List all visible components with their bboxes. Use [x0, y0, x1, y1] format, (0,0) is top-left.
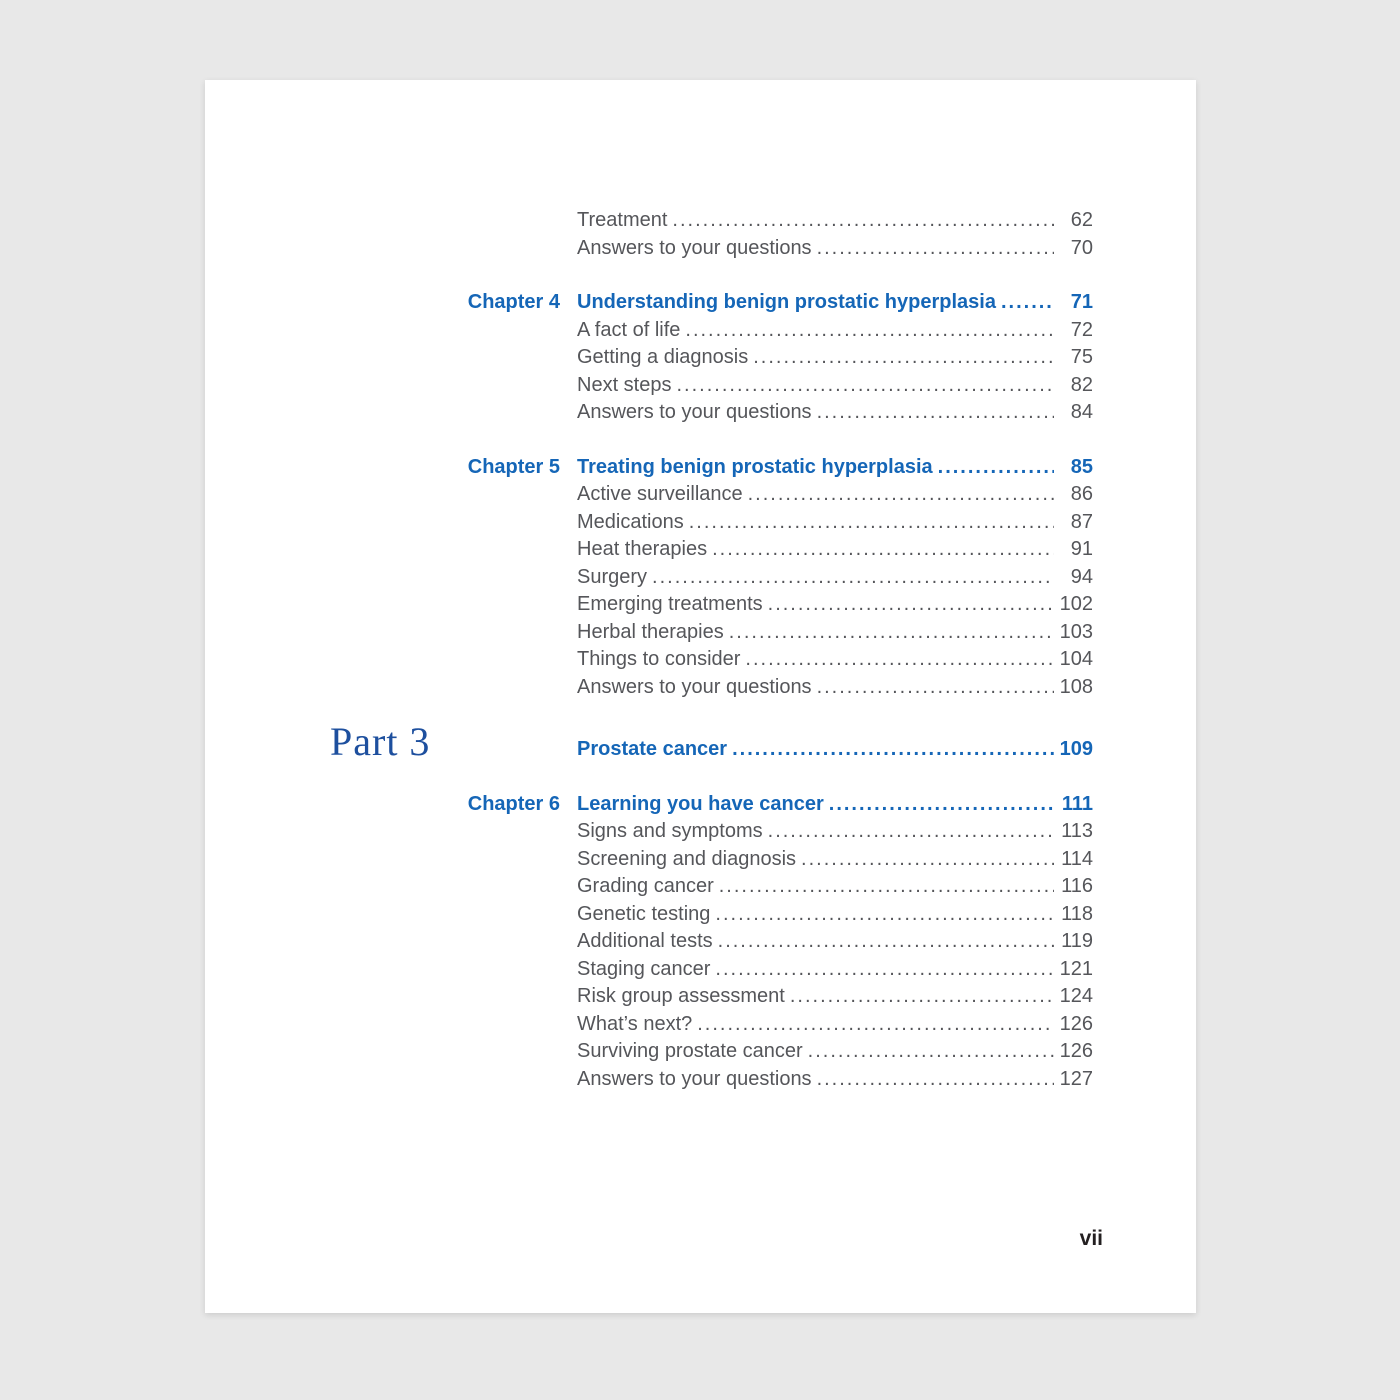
toc-entry [577, 928, 1093, 956]
toc-entry [577, 873, 1093, 901]
toc-entry-title: Risk group assessment [577, 985, 785, 1007]
dot-leader [718, 928, 1054, 956]
dot-leader [829, 791, 1054, 819]
toc-page-number: 85 [1070, 455, 1093, 478]
toc-entry [577, 454, 1093, 482]
toc-entry [577, 983, 1093, 1011]
toc-entry [577, 736, 1093, 764]
toc-part-row [330, 719, 1093, 764]
toc-entry-title: Staging cancer [577, 957, 711, 980]
toc-entry-row [330, 818, 1093, 846]
toc-entry [577, 235, 1093, 263]
toc-page-number: 113 [1061, 820, 1093, 842]
toc-page-number: 114 [1061, 847, 1093, 870]
dot-leader [768, 818, 1054, 846]
toc-entry-title: Answers to your questions [577, 675, 812, 698]
toc-page-number: 102 [1059, 593, 1093, 615]
toc-entry-title: Grading cancer [577, 875, 714, 897]
toc-entry-row [330, 235, 1093, 263]
toc-entry-title: Answers to your questions [577, 236, 812, 259]
toc-entry-row [330, 983, 1093, 1011]
toc-entry-row [330, 207, 1093, 235]
dot-leader [748, 481, 1054, 509]
toc-page-number: 121 [1059, 957, 1093, 980]
toc-entry [577, 1038, 1093, 1066]
toc-entry-title: Herbal therapies [577, 620, 724, 643]
toc-entry [577, 901, 1093, 929]
toc-entry-row [330, 564, 1093, 592]
toc-entry-title: Surviving prostate cancer [577, 1040, 803, 1062]
toc-entry-title: Medications [577, 510, 684, 533]
toc-entry-title: Prostate cancer [577, 738, 728, 760]
dot-leader [768, 591, 1054, 619]
toc-entry-title: Treatment [577, 209, 668, 231]
dot-leader [817, 1066, 1054, 1094]
toc-entry [577, 372, 1093, 400]
toc-page-number: 119 [1061, 930, 1093, 952]
toc-entry-row [330, 1011, 1093, 1039]
toc-entry [577, 344, 1093, 372]
toc-entry [577, 509, 1093, 537]
toc-entry-title: Heat therapies [577, 538, 708, 560]
toc-entry [577, 646, 1093, 674]
chapter-label: Chapter 6 [467, 792, 560, 815]
toc-entry-title: A fact of life [577, 318, 681, 341]
toc-entry [577, 564, 1093, 592]
toc-section-continued [330, 207, 1093, 262]
toc-entry-title: Genetic testing [577, 902, 711, 925]
toc-section-chapter-5 [330, 454, 1093, 702]
dot-leader [817, 674, 1054, 702]
dot-leader [817, 399, 1054, 427]
table-of-contents [330, 207, 1093, 1093]
toc-entry-title: Understanding benign prostatic hyperplasia [577, 291, 996, 313]
toc-page-number: 126 [1059, 1012, 1093, 1035]
part-label: Part 3 [330, 719, 431, 764]
toc-chapter-row [330, 289, 1093, 317]
dot-leader [938, 454, 1054, 482]
toc-page-number: 62 [1070, 209, 1093, 231]
toc-page-number: 91 [1070, 538, 1093, 560]
toc-entry-title: Emerging treatments [577, 593, 763, 615]
toc-entry-row [330, 1066, 1093, 1094]
toc-entry [577, 956, 1093, 984]
toc-entry [577, 1066, 1093, 1094]
page-folio: vii [1079, 1227, 1103, 1250]
toc-entry-title: Things to consider [577, 648, 741, 670]
toc-entry-row [330, 646, 1093, 674]
toc-entry-title: Surgery [577, 565, 648, 588]
dot-leader [676, 372, 1054, 400]
toc-page-number: 111 [1061, 792, 1093, 815]
toc-section-chapter-4 [330, 289, 1093, 427]
dot-leader [715, 956, 1054, 984]
toc-section-chapter-6 [330, 791, 1093, 1094]
toc-entry-title: Next steps [577, 373, 672, 396]
toc-entry-row [330, 399, 1093, 427]
toc-entry [577, 591, 1093, 619]
toc-page-number: 71 [1070, 291, 1093, 313]
book-page [205, 80, 1196, 1313]
toc-page-number: 116 [1061, 875, 1093, 897]
dot-leader [745, 646, 1054, 674]
toc-entry [577, 619, 1093, 647]
dot-leader [712, 536, 1054, 564]
toc-page-number: 127 [1059, 1067, 1093, 1090]
toc-entry [577, 536, 1093, 564]
dot-leader [801, 846, 1054, 874]
toc-page-number: 82 [1070, 373, 1093, 396]
toc-entry-row [330, 509, 1093, 537]
dot-leader [689, 509, 1054, 537]
toc-entry [577, 289, 1093, 317]
toc-page-number: 84 [1070, 401, 1093, 423]
toc-entry-title: Signs and symptoms [577, 820, 763, 842]
toc-page-number: 124 [1059, 985, 1093, 1007]
toc-entry-row [330, 674, 1093, 702]
toc-entry-row [330, 536, 1093, 564]
toc-page-number: 103 [1059, 620, 1093, 643]
toc-page-number: 118 [1061, 902, 1093, 925]
dot-leader [672, 207, 1054, 235]
toc-entry-row [330, 372, 1093, 400]
toc-entry [577, 207, 1093, 235]
toc-page-number: 126 [1059, 1040, 1093, 1062]
toc-entry-row [330, 873, 1093, 901]
toc-page-number: 109 [1059, 738, 1093, 760]
toc-page-number: 70 [1070, 236, 1093, 259]
toc-page-number: 86 [1070, 483, 1093, 505]
toc-page-number: 94 [1070, 565, 1093, 588]
toc-chapter-row [330, 454, 1093, 482]
toc-chapter-row [330, 791, 1093, 819]
toc-entry-row [330, 591, 1093, 619]
toc-entry-row [330, 1038, 1093, 1066]
dot-leader [808, 1038, 1054, 1066]
chapter-label: Chapter 4 [467, 291, 560, 313]
toc-entry-row [330, 928, 1093, 956]
dot-leader [715, 901, 1054, 929]
toc-entry [577, 481, 1093, 509]
toc-entry [577, 1011, 1093, 1039]
dot-leader [753, 344, 1054, 372]
dot-leader [685, 317, 1054, 345]
dot-leader [790, 983, 1054, 1011]
toc-entry-title: Answers to your questions [577, 1067, 812, 1090]
toc-entry-row [330, 956, 1093, 984]
dot-leader [1001, 289, 1054, 317]
toc-section-part-3 [330, 719, 1093, 764]
toc-entry-title: Getting a diagnosis [577, 346, 749, 368]
dot-leader [817, 235, 1054, 263]
toc-entry-title: Learning you have cancer [577, 792, 824, 815]
toc-entry-row [330, 317, 1093, 345]
dot-leader [652, 564, 1054, 592]
toc-entry [577, 674, 1093, 702]
dot-leader [732, 736, 1054, 764]
toc-entry [577, 818, 1093, 846]
toc-entry-row [330, 846, 1093, 874]
toc-entry-title: What’s next? [577, 1012, 693, 1035]
toc-entry [577, 399, 1093, 427]
toc-entry [577, 791, 1093, 819]
toc-entry [577, 317, 1093, 345]
toc-page-number: 104 [1059, 648, 1093, 670]
toc-entry-title: Active surveillance [577, 483, 743, 505]
toc-page-number: 87 [1070, 510, 1093, 533]
toc-entry-row [330, 901, 1093, 929]
toc-entry-title: Screening and diagnosis [577, 847, 797, 870]
toc-entry-title: Answers to your questions [577, 401, 812, 423]
dot-leader [729, 619, 1054, 647]
dot-leader [719, 873, 1054, 901]
toc-page-number: 72 [1070, 318, 1093, 341]
toc-entry-title: Treating benign prostatic hyperplasia [577, 455, 933, 478]
toc-entry-row [330, 344, 1093, 372]
toc-page-number: 75 [1070, 346, 1093, 368]
toc-entry [577, 846, 1093, 874]
chapter-label: Chapter 5 [467, 455, 560, 478]
toc-entry-title: Additional tests [577, 930, 713, 952]
dot-leader [697, 1011, 1054, 1039]
toc-page-number: 108 [1059, 675, 1093, 698]
toc-entry-row [330, 481, 1093, 509]
toc-entry-row [330, 619, 1093, 647]
